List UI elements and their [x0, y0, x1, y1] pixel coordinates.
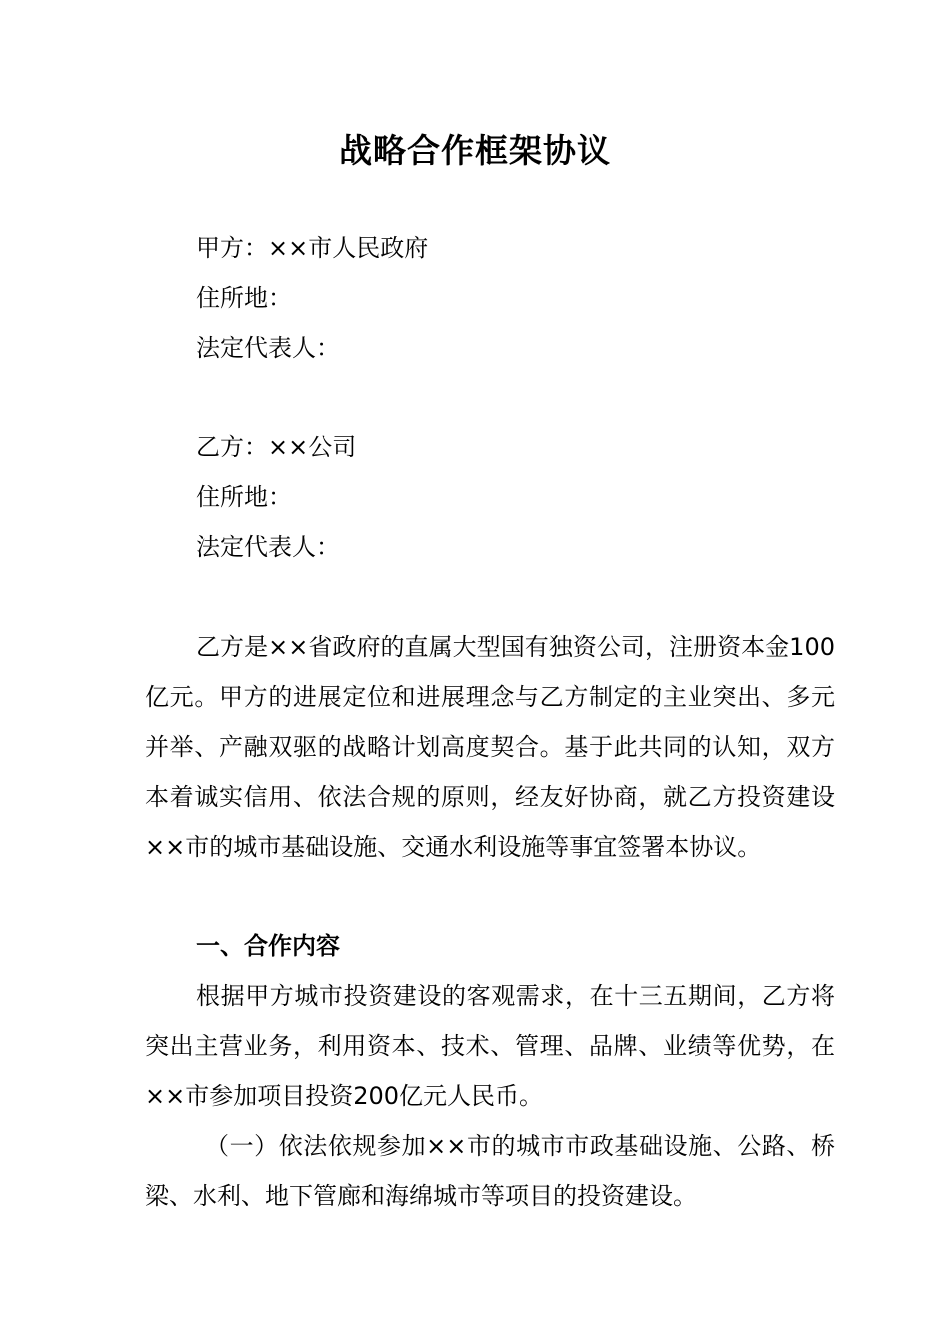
cooperation-content-paragraph: 根据甲方城市投资建设的客观需求，在十三五期间，乙方将突出主营业务，利用资本、技术、管理、品牌、业绩等优势，在××市参加项目投资200亿元人民币。: [145, 982, 835, 1110]
document-title: 战略合作框架协议: [339, 131, 611, 170]
party-b-address: 住所地：: [196, 483, 292, 511]
party-a-address: 住所地：: [196, 284, 292, 312]
item-one-paragraph: （一）依法依规参加××市的城市市政基础设施、公路、桥梁、水利、地下管廊和海绵城市等项目的投资建设。: [145, 1132, 835, 1210]
section-heading-cooperation-content: 一、合作内容: [196, 932, 340, 960]
party-b-name: 乙方：××公司: [196, 433, 357, 461]
party-a-name: 甲方：××市人民政府: [196, 234, 429, 262]
intro-paragraph: 乙方是××省政府的直属大型国有独资公司，注册资本金100亿元。甲方的进展定位和进展理念与乙方制定的主业突出、多元并举、产融双驱的战略计划高度契合。基于此共同的认知，双方本着诚实信用、依法合规的原则，经友好协商，就乙方投资建设××市的城市基础设施、交通水利设施等事宜签署本协议。: [145, 633, 835, 861]
party-b-representative: 法定代表人：: [196, 533, 340, 561]
party-a-representative: 法定代表人：: [196, 334, 340, 362]
